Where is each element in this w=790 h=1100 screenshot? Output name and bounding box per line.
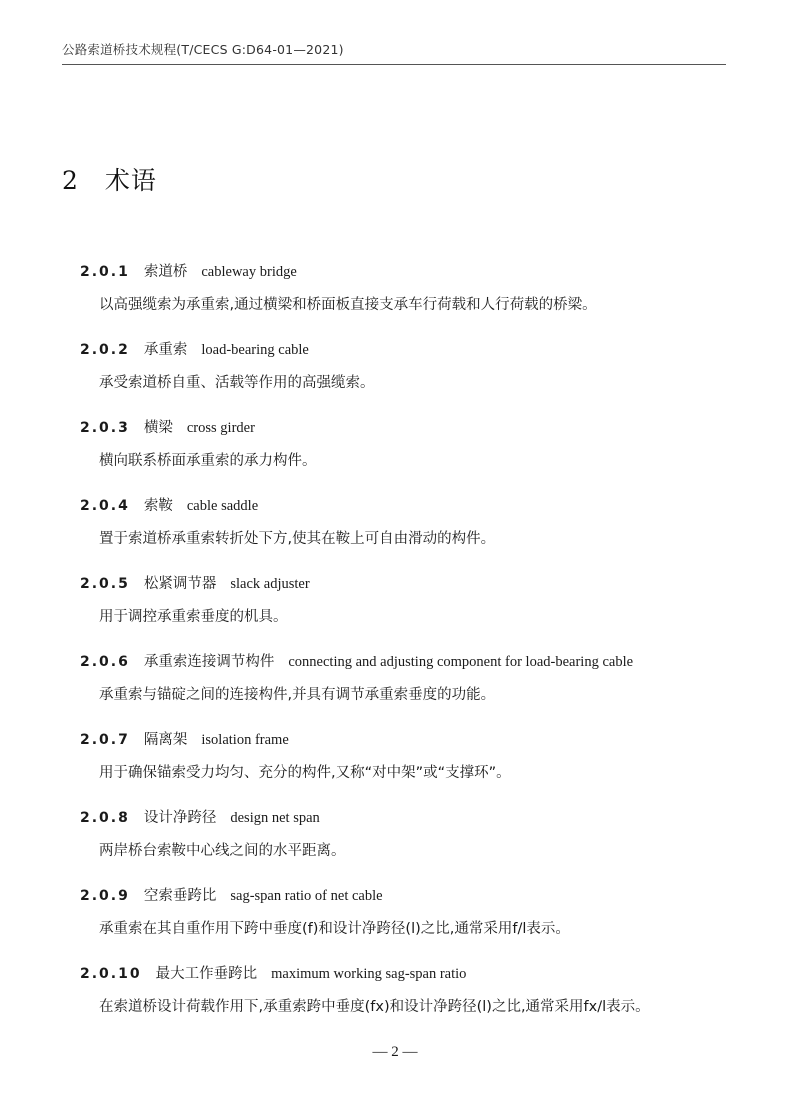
term-definition: 用于调控承重索垂度的机具。 <box>99 609 288 625</box>
term-number: 2.0.4 <box>80 498 130 514</box>
term-chinese: 索鞍 <box>143 498 173 514</box>
term-english: cross girder <box>186 420 255 436</box>
term-definition: 用于确保锚索受力均匀、充分的构件,又称“对中架”或“支撑环”。 <box>99 765 511 781</box>
term-number: 2.0.8 <box>80 810 130 826</box>
term-english: isolation frame <box>201 732 289 748</box>
running-header: 公路索道桥技术规程(T/CECS G:D64-01—2021) <box>62 42 344 57</box>
term-heading <box>80 340 309 360</box>
term-heading <box>80 262 297 282</box>
term-heading <box>80 808 320 828</box>
term-english: load-bearing cable <box>201 342 309 358</box>
chapter-title <box>62 161 157 197</box>
term-heading <box>80 574 310 594</box>
term-definition: 横向联系桥面承重索的承力构件。 <box>99 453 317 469</box>
term-english: connecting and adjusting component for load-bearing cable <box>288 654 634 670</box>
term-definition: 置于索道桥承重索转折处下方,使其在鞍上可自由滑动的构件。 <box>99 531 496 547</box>
term-definition: 承重索与锚碇之间的连接构件,并具有调节承重索垂度的功能。 <box>99 687 496 703</box>
term-number: 2.0.7 <box>80 732 130 748</box>
term-heading <box>80 886 383 906</box>
term-heading <box>80 730 289 750</box>
term-number: 2.0.5 <box>80 576 130 592</box>
term-english: slack adjuster <box>230 576 310 592</box>
chapter-name: 术语 <box>104 166 157 195</box>
term-number: 2.0.1 <box>80 264 130 280</box>
term-number: 2.0.3 <box>80 420 130 436</box>
term-english: cableway bridge <box>201 264 297 280</box>
term-definition: 承重索在其自重作用下跨中垂度(f)和设计净跨径(l)之比,通常采用f/l表示。 <box>99 921 570 937</box>
term-chinese: 承重索连接调节构件 <box>143 654 275 670</box>
term-chinese: 隔离架 <box>143 732 188 748</box>
term-heading <box>80 496 258 516</box>
term-chinese: 承重索 <box>143 342 188 358</box>
header-rule <box>62 64 726 65</box>
term-number: 2.0.2 <box>80 342 130 358</box>
term-english: cable saddle <box>186 498 259 514</box>
term-english: maximum working sag-span ratio <box>271 966 467 982</box>
term-heading <box>80 964 466 984</box>
term-definition: 以高强缆索为承重索,通过横梁和桥面板直接支承车行荷载和人行荷载的桥梁。 <box>99 297 597 313</box>
term-chinese: 横梁 <box>143 420 173 436</box>
term-definition: 两岸桥台索鞍中心线之间的水平距离。 <box>99 843 346 859</box>
term-chinese: 索道桥 <box>143 264 188 280</box>
term-definition: 在索道桥设计荷载作用下,承重索跨中垂度(fx)和设计净跨径(l)之比,通常采用fx/l表示。 <box>99 999 650 1015</box>
term-number: 2.0.6 <box>80 654 130 670</box>
term-number: 2.0.10 <box>80 966 142 982</box>
term-definition: 承受索道桥自重、活载等作用的高强缆索。 <box>99 375 375 391</box>
term-english: sag-span ratio of net cable <box>230 888 383 904</box>
term-chinese: 松紧调节器 <box>143 576 217 592</box>
term-english: design net span <box>230 810 320 826</box>
term-number: 2.0.9 <box>80 888 130 904</box>
term-chinese: 最大工作垂跨比 <box>155 966 258 982</box>
term-chinese: 设计净跨径 <box>143 810 217 826</box>
term-chinese: 空索垂跨比 <box>143 888 217 904</box>
term-heading <box>80 652 633 672</box>
chapter-number: 2 <box>62 166 79 195</box>
page-number: — 2 — <box>372 1044 418 1060</box>
term-heading <box>80 418 255 438</box>
